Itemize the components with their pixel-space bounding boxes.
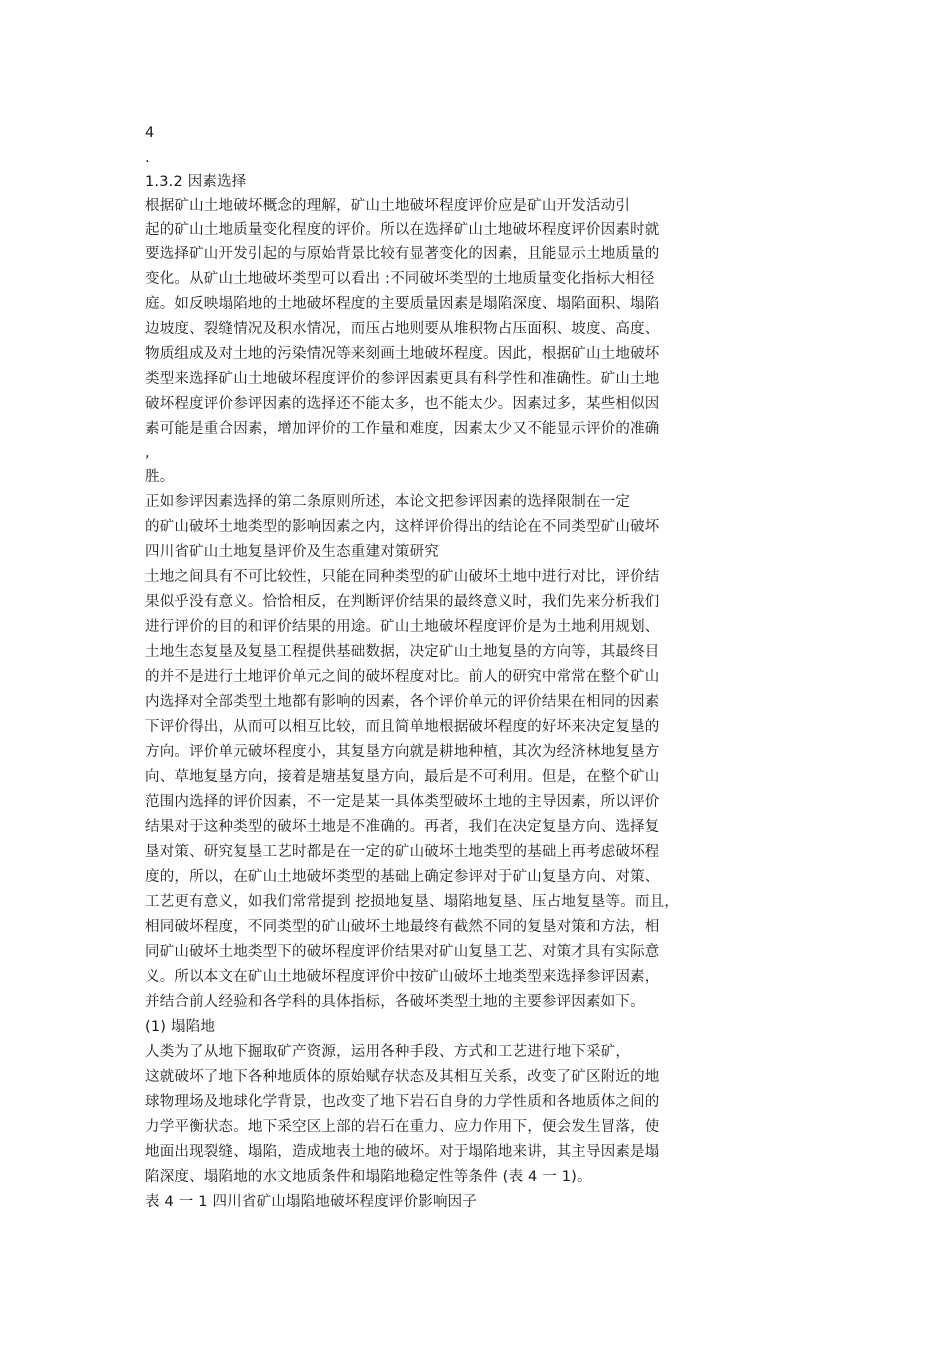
text-line: 庭。如反映塌陷地的土地破坏程度的主要质量因素是塌陷深度、塌陷面积、塌陷 [145, 296, 660, 312]
text-line: 根据矿山土地破坏概念的理解，矿山土地破坏程度评价应是矿山开发活动引 [145, 198, 631, 214]
text-line: 这就破坏了地下各种地质体的原始赋存状态及其相互关系，改变了矿区附近的地 [145, 1069, 660, 1085]
text-line: 物质组成及对土地的污染情况等来刻画土地破坏程度。因此，根据矿山土地破坏 [145, 346, 660, 362]
dot-marker: . [145, 150, 150, 166]
text-line: 内选择对全部类型土地都有影响的因素，各个评价单元的评价结果在相同的因素 [145, 694, 660, 710]
text-line: 要选择矿山开发引起的与原始背景比较有显著变化的因素，且能显示土地质量的 [145, 246, 660, 262]
text-line: 范围内选择的评价因素，不一定是某一具体类型破坏土地的主导因素，所以评价 [145, 794, 660, 810]
text-line: 土地之间具有不可比较性，只能在同种类型的矿山破坏土地中进行对比，评价结 [145, 569, 660, 585]
subsection-heading: (1) 塌陷地 [145, 1019, 216, 1035]
text-line: 力学平衡状态。地下采空区上部的岩石在重力、应力作用下，便会发生冒落，使 [145, 1119, 660, 1135]
text-line: 边坡度、裂缝情况及积水情况，而压占地则要从堆积物占压面积、坡度、高度、 [145, 321, 660, 337]
text-line: 果似乎没有意义。恰恰相反，在判断评价结果的最终意义时，我们先来分析我们 [145, 594, 660, 610]
text-line: 进行评价的目的和评价结果的用途。矿山土地破坏程度评价是为土地利用规划、 [145, 619, 660, 635]
text-line: 类型来选择矿山土地破坏程度评价的参评因素更具有科学性和准确性。矿山土地 [145, 371, 660, 387]
text-line: 同矿山破坏土地类型下的破坏程度评价结果对矿山复垦工艺、对策才具有实际意 [145, 944, 660, 960]
text-line: 土地生态复垦及复垦工程提供基础数据，决定矿山土地复垦的方向等，其最终目 [145, 644, 660, 660]
text-line: 垦对策、研究复垦工艺时都是在一定的矿山破坏土地类型的基础上再考虑破坏程 [145, 844, 660, 860]
text-line: 的矿山破坏土地类型的影响因素之内，这样评价得出的结论在不同类型矿山破坏 [145, 519, 660, 535]
text-line: 正如参评因素选择的第二条原则所述，本论文把参评因素的选择限制在一定 [145, 494, 631, 510]
text-line: 破坏程度评价参评因素的选择还不能太多，也不能太少。因素过多，某些相似因 [145, 396, 660, 412]
text-line: 人类为了从地下掘取矿产资源，运用各种手段、方式和工艺进行地下采矿， [145, 1044, 631, 1060]
text-line: 下评价得出，从而可以相互比较，而且简单地根据破坏程度的好坏来决定复垦的 [145, 719, 660, 735]
text-line: 义。所以本文在矿山土地破坏程度评价中按矿山破坏土地类型来选择参评因素， [145, 969, 660, 985]
text-line: 向、草地复垦方向，接着是塘基复垦方向，最后是不可利用。但是，在整个矿山 [145, 769, 660, 785]
text-line: 并结合前人经验和各学科的具体指标，各破坏类型土地的主要参评因素如下。 [145, 994, 645, 1010]
text-line: 陷深度、塌陷地的水文地质条件和塌陷地稳定性等条件 (表 4 一 1)。 [145, 1169, 592, 1185]
text-line: 素可能是重合因素，增加评价的工作量和难度，因素太少又不能显示评价的准确 [145, 421, 660, 437]
text-line: 地面出现裂缝、塌陷，造成地表土地的破坏。对于塌陷地来讲，其主导因素是塌 [145, 1144, 660, 1160]
text-line: 球物理场及地球化学背景，也改变了地下岩石自身的力学性质和各地质体之间的 [145, 1094, 660, 1110]
text-line: 变化。从矿山土地破坏类型可以看出 :不同破坏类型的土地质量变化指标大相径 [145, 271, 655, 287]
text-line: 胜。 [145, 469, 175, 485]
text-line: , [145, 445, 150, 461]
running-header: 四川省矿山土地复垦评价及生态重建对策研究 [145, 544, 439, 560]
text-line: 方向。评价单元破坏程度小，其复垦方向就是耕地种植，其次为经济林地复垦方 [145, 744, 660, 760]
text-line: 起的矿山土地质量变化程度的评价。所以在选择矿山土地破坏程度评价因素时就 [145, 222, 660, 238]
text-line: 工艺更有意义，如我们常常提到 挖损地复垦、塌陷地复垦、压占地复垦等。而且， [145, 894, 680, 910]
text-line: 度的，所以，在矿山土地破坏类型的基础上确定参评对于矿山复垦方向、对策、 [145, 869, 660, 885]
text-line: 的并不是进行土地评价单元之间的破坏程度对比。前人的研究中常常在整个矿山 [145, 669, 660, 685]
page-number: 4 [145, 125, 155, 141]
table-caption: 表 4 一 1 四川省矿山塌陷地破坏程度评价影响因子 [145, 1194, 478, 1210]
text-line: 结果对于这种类型的破坏土地是不准确的。再者，我们在决定复垦方向、选择复 [145, 819, 660, 835]
section-heading: 1.3.2 因素选择 [145, 174, 247, 190]
text-line: 相同破坏程度，不同类型的矿山破坏土地最终有截然不同的复垦对策和方法，相 [145, 919, 660, 935]
